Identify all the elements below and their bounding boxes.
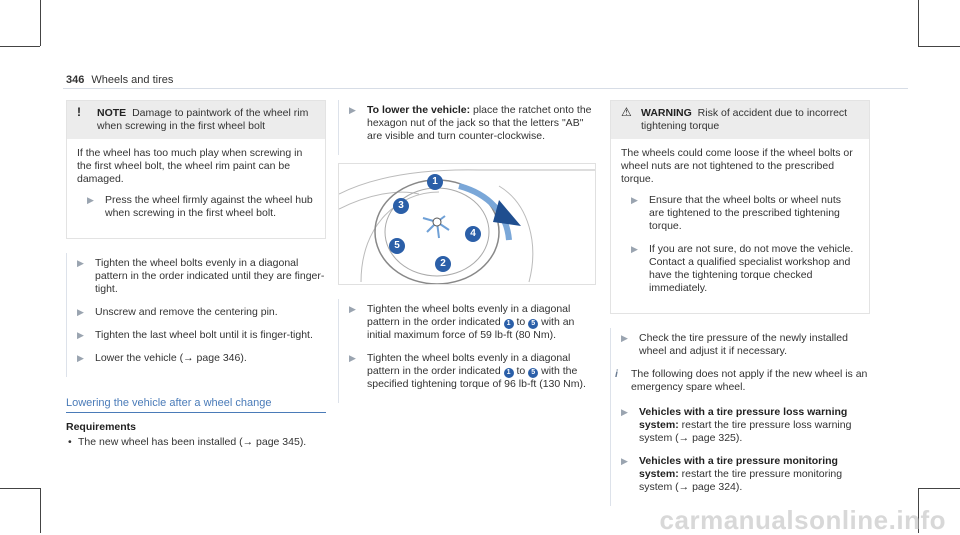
warning-body — [611, 139, 869, 313]
warning-box — [610, 100, 870, 314]
step-arrow-icon: ▶ — [631, 195, 638, 205]
step-arrow-icon: ▶ — [349, 105, 356, 115]
crop-mark — [0, 488, 40, 489]
step-item — [339, 352, 598, 391]
page-number: 346 — [66, 74, 85, 86]
steps-list — [338, 100, 598, 155]
warning-label: WARNING — [641, 107, 692, 119]
page-header — [66, 74, 173, 87]
warning-icon: ⚠ — [621, 105, 632, 119]
crop-mark — [0, 46, 40, 47]
info-icon: i — [615, 368, 618, 380]
step-item — [611, 406, 870, 445]
crop-mark — [918, 46, 960, 47]
step-arrow-icon: ▶ — [631, 244, 638, 254]
warning-step-text: If you are not sure, do not move the vehicle. Contact a qualified specialist workshop and have the tightening torque checked immediately. — [649, 243, 854, 294]
step-text: Tighten the wheel bolts evenly in a diagonal pattern in the order indicated — [367, 352, 571, 377]
badge-5: 5 — [528, 319, 538, 329]
step-text[interactable]: restart the tire pressure monitoring system (→ page 324). — [639, 468, 843, 493]
section-title: Lowering the vehicle after a wheel change — [66, 397, 326, 413]
callout-1: 1 — [427, 174, 443, 190]
warning-body-text: The wheels could come loose if the wheel bolts or wheel nuts are not tightened to the prescribed torque. — [621, 147, 853, 185]
step-item — [67, 329, 326, 342]
callout-4: 4 — [465, 226, 481, 242]
column-1 — [66, 100, 326, 449]
note-text: Damage to paintwork of the wheel rim when screwing in the first wheel bolt — [97, 107, 309, 132]
crop-mark — [40, 0, 41, 46]
step-arrow-icon: ▶ — [349, 304, 356, 314]
warning-step-text: Ensure that the wheel bolts or wheel nuts are tightened to the prescribed tightening torque. — [649, 194, 842, 232]
step-item — [611, 455, 870, 494]
step-arrow-icon: ▶ — [87, 195, 94, 205]
step-item — [611, 332, 870, 358]
note-header — [67, 101, 325, 139]
step-text[interactable]: Lower the vehicle (→ page 346). — [95, 352, 247, 364]
steps-list — [610, 328, 870, 506]
step-arrow-icon: ▶ — [77, 353, 84, 363]
crop-mark — [918, 488, 960, 489]
step-arrow-icon: ▶ — [621, 333, 628, 343]
step-text: with the specified tightening torque of 96 lb-ft (130 Nm). — [367, 365, 586, 390]
notice-icon: ! — [77, 105, 81, 119]
step-text[interactable]: restart the tire pressure loss warning system (→ page 325). — [639, 419, 852, 444]
step-arrow-icon: ▶ — [621, 407, 628, 417]
warning-step — [621, 243, 859, 295]
crop-mark — [918, 0, 919, 46]
step-lead: To lower the vehicle: — [367, 104, 471, 116]
requirements-title: Requirements — [66, 421, 137, 433]
step-text: Tighten the wheel bolts evenly in a diagonal pattern in the order indicated — [367, 303, 571, 328]
note-box — [66, 100, 326, 239]
badge-5: 5 — [528, 368, 538, 378]
requirement-item[interactable]: • The new wheel has been installed (→ page 345). — [66, 436, 326, 449]
step-arrow-icon: ▶ — [77, 307, 84, 317]
wheel-figure — [338, 163, 596, 285]
warning-header — [611, 101, 869, 139]
step-lead: Vehicles with a tire pressure loss warning system: — [639, 406, 848, 431]
step-item — [67, 306, 326, 319]
step-item — [67, 352, 326, 365]
warning-text: Risk of accident due to incorrect tightening torque — [641, 107, 848, 132]
step-text: place the ratchet onto the hexagon nut of the jack so that the letters "AB" are visible and turn counter-clockwise. — [367, 104, 592, 142]
page-title: Wheels and tires — [91, 74, 174, 86]
header-divider — [63, 88, 908, 89]
step-item — [339, 104, 598, 143]
step-item — [67, 257, 326, 296]
note-step — [77, 194, 315, 220]
column-2 — [338, 100, 598, 407]
callout-3: 3 — [393, 198, 409, 214]
step-lead: Vehicles with a tire pressure monitoring system: — [639, 455, 838, 480]
info-text: The following does not apply if the new wheel is an emergency spare wheel. — [631, 368, 868, 393]
badge-1: 1 — [504, 319, 514, 329]
step-to-word: to — [516, 365, 526, 377]
crop-mark — [40, 488, 41, 533]
step-text: Check the tire pressure of the newly installed wheel and adjust it if necessary. — [639, 332, 848, 357]
step-text: Tighten the wheel bolts evenly in a diagonal pattern in the order indicated until they are finger-tight. — [95, 257, 325, 295]
step-arrow-icon: ▶ — [349, 353, 356, 363]
step-to-word: to — [516, 316, 526, 328]
note-body-text: If the wheel has too much play when screwing in the first wheel bolt, the wheel rim paint can be damaged. — [77, 147, 303, 185]
warning-step — [621, 194, 859, 233]
step-text: Tighten the last wheel bolt until it is finger-tight. — [95, 329, 313, 341]
steps-list — [338, 299, 598, 403]
badge-1: 1 — [504, 368, 514, 378]
info-note — [611, 368, 870, 394]
callout-5: 5 — [389, 238, 405, 254]
steps-list — [66, 253, 326, 377]
column-3 — [610, 100, 870, 510]
note-step-text: Press the wheel firmly against the wheel hub when screwing in the first wheel bolt. — [105, 194, 313, 219]
step-arrow-icon: ▶ — [621, 456, 628, 466]
note-label: NOTE — [97, 107, 127, 119]
step-arrow-icon: ▶ — [77, 330, 84, 340]
note-body — [67, 139, 325, 238]
wheel-illustration — [339, 164, 595, 284]
step-arrow-icon: ▶ — [77, 258, 84, 268]
step-item — [339, 303, 598, 342]
step-text: with an initial maximum force of 59 lb-ft (80 Nm). — [367, 316, 575, 341]
callout-2: 2 — [435, 256, 451, 272]
step-text: Unscrew and remove the centering pin. — [95, 306, 278, 318]
watermark: carmanualsonline.info — [659, 505, 946, 535]
